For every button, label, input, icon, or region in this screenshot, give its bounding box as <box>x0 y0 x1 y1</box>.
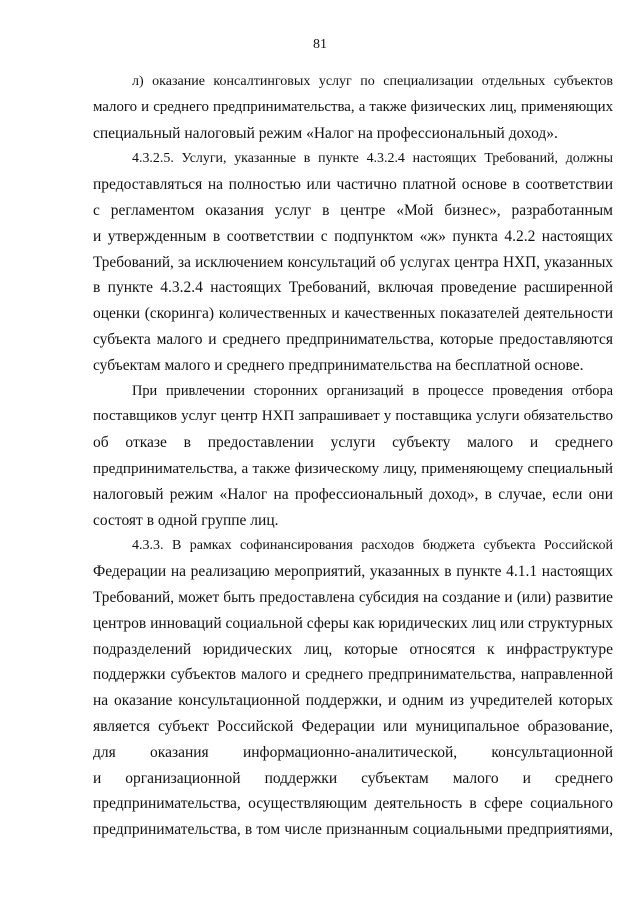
page-number: 81 <box>313 37 327 52</box>
text-line: предпринимательства, осуществляющим деятельность в сфере социального <box>93 795 613 813</box>
paragraph-4-3-3 <box>93 533 613 843</box>
text-line: 4.3.2.5. Услуги, указанные в пункте 4.3.2.4 настоящих Требований, должны <box>132 151 613 167</box>
paragraph-4-3-2-5 <box>93 146 613 378</box>
text-line: об отказе в предоставлении услуги субъекту малого и среднего <box>93 434 613 452</box>
text-line: состоят в одной группе лиц. <box>93 511 279 529</box>
text-line: Требований, за исключением консультаций об услугах центра НХП, указанных <box>93 253 613 271</box>
text-line: поставщиков услуг центр НХП запрашивает у поставщика услуги обязательство <box>93 408 613 425</box>
text-line: налоговый режим «Налог на профессиональный доход», в случае, если они <box>93 485 613 503</box>
text-line: 4.3.3. В рамках софинансирования расходов бюджета субъекта Российской <box>132 538 613 554</box>
text-line: и утвержденным в соответствии с подпунктом «ж» пункта 4.2.2 настоящих <box>93 227 613 245</box>
text-line: субъектам малого и среднего предпринимательства на бесплатной основе. <box>93 356 584 374</box>
text-line: поддержки субъектов малого и среднего предпринимательства, направленной <box>93 666 613 684</box>
text-line: малого и среднего предпринимательства, а также физических лиц, применяющих <box>93 98 613 115</box>
paragraph-item-l <box>93 69 613 146</box>
text-line: центров инноваций социальной сферы как юридических лиц или структурных <box>93 614 613 632</box>
text-line: оценки (скоринга) количественных и качественных показателей деятельности <box>93 305 613 323</box>
text-line: субъекта малого и среднего предпринимательства, которые предоставляются <box>93 330 613 348</box>
paragraph-third-party <box>93 379 613 534</box>
text-line: и организационной поддержки субъектам малого и среднего <box>93 769 613 787</box>
text-line: является субъект Российской Федерации или муниципальное образование, <box>93 717 613 735</box>
text-line: предоставляться на полностью или частично платной основе в соответствии <box>93 176 613 194</box>
text-line: специальный налоговый режим «Налог на профессиональный доход». <box>93 124 558 142</box>
document-body <box>93 69 613 843</box>
text-line: При привлечении сторонних организаций в процессе проведения отбора <box>132 382 613 399</box>
text-line: Требований, может быть предоставлена субсидия на создание и (или) развитие <box>93 588 613 606</box>
text-line: Федерации на реализацию мероприятий, указанных в пункте 4.1.1 настоящих <box>93 563 613 581</box>
text-line: с регламентом оказания услуг в центре «Мой бизнес», разработанным <box>93 201 613 219</box>
text-line: л) оказание консалтинговых услуг по специализации отдельных субъектов <box>132 73 613 89</box>
text-line: для оказания информационно-аналитической, консультационной <box>93 743 613 761</box>
text-line: на оказание консультационной поддержки, и одним из учредителей которых <box>93 692 613 710</box>
text-line: в пункте 4.3.2.4 настоящих Требований, включая проведение расширенной <box>93 279 613 297</box>
text-line: предпринимательства, в том числе признанным социальными предприятиями, <box>93 821 613 839</box>
text-line: подразделений юридических лиц, которые относятся к инфраструктуре <box>93 640 613 658</box>
text-line: предпринимательства, а также физическому лицу, применяющему специальный <box>93 459 613 477</box>
